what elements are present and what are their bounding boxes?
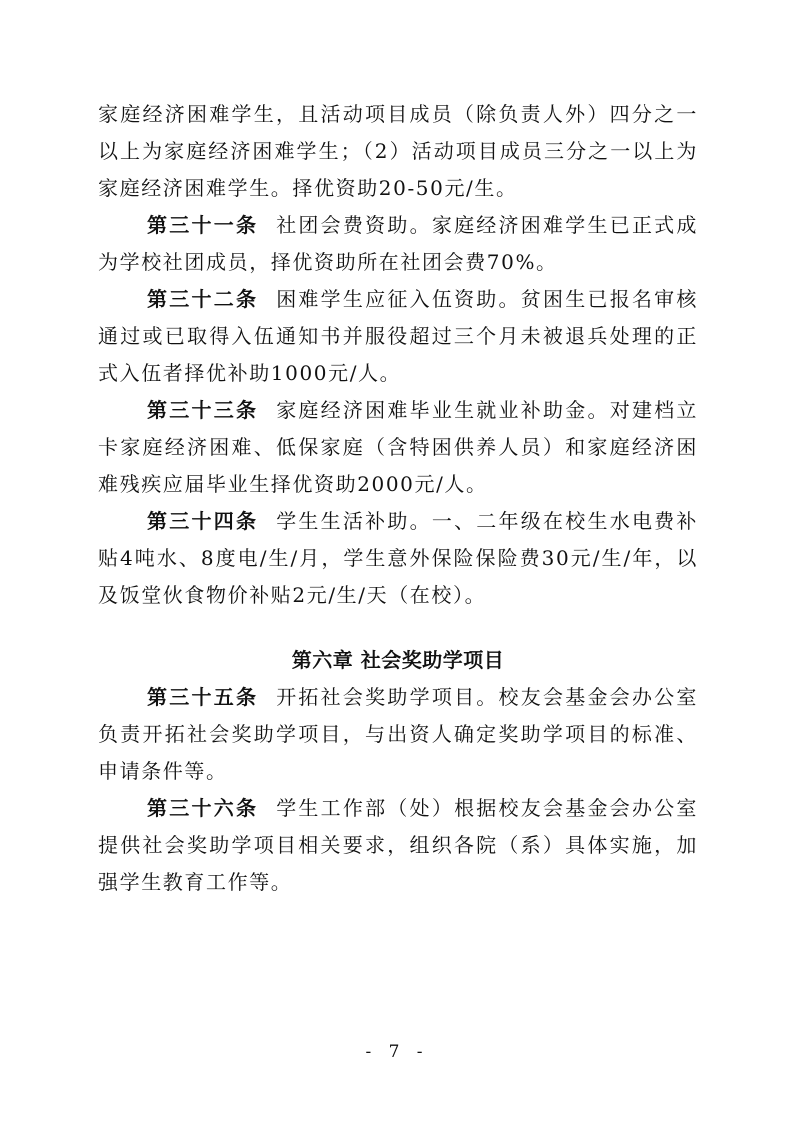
article-number: 第三十四条 bbox=[147, 509, 259, 533]
article-36 bbox=[98, 790, 698, 901]
article-text: 困难学生应征入伍资助。贫困生已报名审核通过或已取得入伍通知书并服役超过三个月未被退兵处理的正式入伍者择优补助1000元/人。 bbox=[98, 287, 699, 385]
article-34 bbox=[98, 503, 698, 614]
article-35 bbox=[98, 679, 698, 790]
page-number: - 7 - bbox=[365, 1042, 429, 1062]
article-number: 第三十六条 bbox=[147, 796, 259, 820]
article-text: 学生工作部（处）根据校友会基金会办公室提供社会奖助学项目相关要求，组织各院（系）具体实施，加强学生教育工作等。 bbox=[98, 796, 699, 894]
article-number: 第三十五条 bbox=[147, 685, 259, 709]
article-text: 学生生活补助。一、二年级在校生水电费补贴4吨水、8度电/生/月，学生意外保险保险费30元/生/年，以及饭堂伙食物价补贴2元/生/天（在校）。 bbox=[98, 509, 699, 607]
article-text: 开拓社会奖助学项目。校友会基金会办公室负责开拓社会奖助学项目，与出资人确定奖助学项目的标准、申请条件等。 bbox=[98, 685, 699, 783]
article-number: 第三十二条 bbox=[147, 287, 259, 311]
continuation-paragraph: 家庭经济困难学生，且活动项目成员（除负责人外）四分之一以上为家庭经济困难学生；（2）活动项目成员三分之一以上为家庭经济困难学生。择优资助20-50元/生。 bbox=[98, 102, 698, 200]
article-31 bbox=[98, 207, 698, 281]
article-number: 第三十一条 bbox=[147, 213, 259, 237]
article-number: 第三十三条 bbox=[147, 398, 259, 422]
article-text: 家庭经济困难毕业生就业补助金。对建档立卡家庭经济困难、低保家庭（含特困供养人员）和家庭经济困难残疾应届毕业生择优资助2000元/人。 bbox=[98, 398, 699, 496]
chapter-title: 第六章 社会奖助学项目 bbox=[291, 648, 505, 672]
document-body bbox=[98, 96, 698, 901]
article-32 bbox=[98, 281, 698, 392]
article-33 bbox=[98, 392, 698, 503]
article-text: 社团会费资助。家庭经济困难学生已正式成为学校社团成员，择优资助所在社团会费70%。 bbox=[98, 213, 699, 274]
